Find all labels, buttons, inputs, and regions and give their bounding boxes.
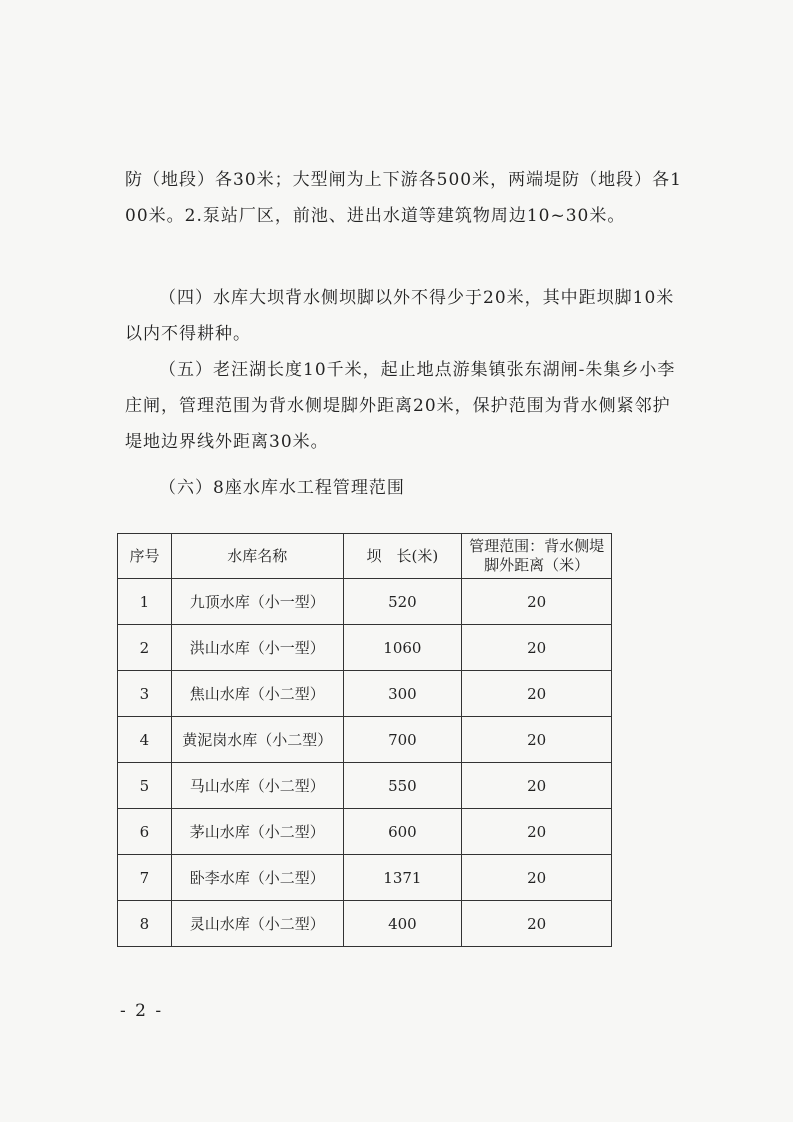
cell-range: 20: [462, 763, 612, 809]
cell-name: 卧李水库（小二型）: [171, 855, 343, 901]
cell-length: 1371: [343, 855, 462, 901]
paragraph-reservoir-dam: （四）水库大坝背水侧坝脚以外不得少于20米，其中距坝脚10米以内不得耕种。: [125, 288, 675, 344]
cell-length: 700: [343, 717, 462, 763]
table-row: [118, 855, 612, 901]
cell-length: 1060: [343, 625, 462, 671]
paragraph-dam-zones: 防（地段）各30米；大型闸为上下游各500米，两端堤防（地段）各100米。2.泵站厂区，前池、进出水道等建筑物周边10~30米。: [125, 170, 682, 226]
cell-name: 九顶水库（小一型）: [171, 579, 343, 625]
page-number: - 2 -: [120, 1001, 164, 1021]
cell-range: 20: [462, 717, 612, 763]
table-header-row: [118, 534, 612, 579]
paragraph-table-heading: （六）8座水库水工程管理范围: [159, 478, 405, 498]
cell-index: 3: [118, 671, 172, 717]
table-row: [118, 763, 612, 809]
reservoir-table: [117, 533, 612, 947]
table-row: [118, 625, 612, 671]
cell-index: 5: [118, 763, 172, 809]
cell-length: 400: [343, 901, 462, 947]
cell-length: 300: [343, 671, 462, 717]
paragraph-laowang-lake: （五）老汪湖长度10千米，起止地点游集镇张东湖闸-朱集乡小李庄闸，管理范围为背水侧堤脚外距离20米，保护范围为背水侧紧邻护堤地边界线外距离30米。: [125, 360, 676, 452]
cell-length: 550: [343, 763, 462, 809]
cell-index: 8: [118, 901, 172, 947]
table-row: [118, 809, 612, 855]
cell-index: 7: [118, 855, 172, 901]
table-row: [118, 901, 612, 947]
cell-index: 4: [118, 717, 172, 763]
header-index: 序号: [118, 534, 172, 579]
cell-range: 20: [462, 809, 612, 855]
cell-name: 黄泥岗水库（小二型）: [171, 717, 343, 763]
cell-range: 20: [462, 855, 612, 901]
cell-range: 20: [462, 579, 612, 625]
cell-name: 灵山水库（小二型）: [171, 901, 343, 947]
cell-index: 1: [118, 579, 172, 625]
cell-length: 600: [343, 809, 462, 855]
header-length: 坝 长(米): [343, 534, 462, 579]
cell-range: 20: [462, 625, 612, 671]
cell-range: 20: [462, 671, 612, 717]
table-row: [118, 671, 612, 717]
cell-index: 6: [118, 809, 172, 855]
cell-range: 20: [462, 901, 612, 947]
table-row: [118, 717, 612, 763]
cell-length: 520: [343, 579, 462, 625]
cell-name: 茅山水库（小二型）: [171, 809, 343, 855]
cell-name: 焦山水库（小二型）: [171, 671, 343, 717]
table-row: [118, 579, 612, 625]
header-range: 管理范围：背水侧堤脚外距离（米）: [462, 534, 612, 579]
header-name: 水库名称: [171, 534, 343, 579]
cell-name: 马山水库（小二型）: [171, 763, 343, 809]
cell-index: 2: [118, 625, 172, 671]
cell-name: 洪山水库（小一型）: [171, 625, 343, 671]
